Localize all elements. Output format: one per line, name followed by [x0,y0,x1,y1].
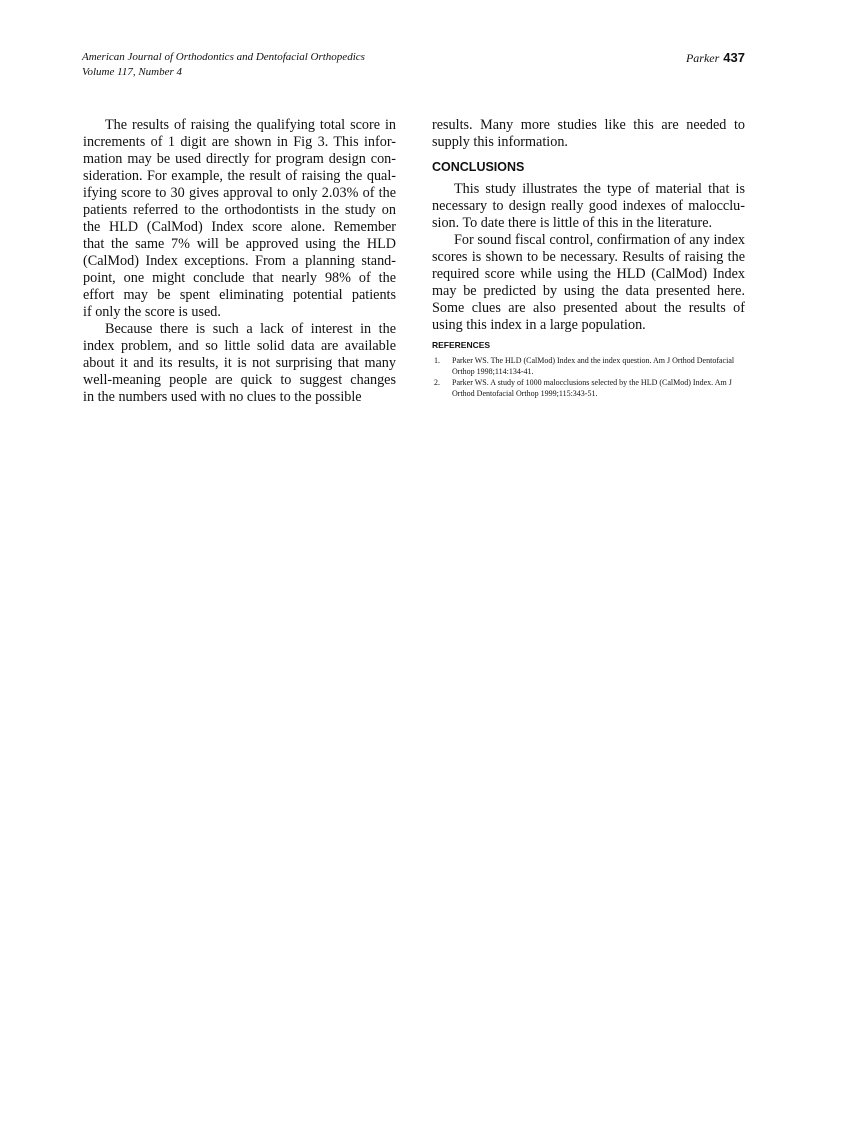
text-line: in the numbers used with no clues to the possible [83,389,362,405]
page-number: 437 [723,50,745,65]
reference-item [432,378,745,399]
text-line: patients referred to the orthodontists in the study on [83,202,396,218]
text-line: ifying score to 30 gives approval to only 2.03% of the [83,185,396,201]
text-line: required score while using the HLD (CalMod) Index [432,266,745,282]
text-line: well-meaning people are quick to suggest changes [83,372,396,388]
text-line: index problem, and so little solid data are available [83,338,396,354]
text-line: point, one might conclude that nearly 98% of the [83,270,396,286]
text-line: For sound fiscal control, confirmation of any index [454,232,745,248]
reference-text: Parker WS. A study of 1000 malocclusions selected by the HLD (CalMod) Index. Am J Orthod Dentofacial Orthop 1999;115:343-51. [452,378,732,398]
text-line: effort may be spent eliminating potential patients [83,287,396,303]
journal-volume: Volume 117, Number 4 [82,66,183,78]
references-heading: REFERENCES [432,340,491,350]
reference-text: Parker WS. The HLD (CalMod) Index and the index question. Am J Orthod Dentofacial Orthop 1998;114:134-41. [452,356,735,376]
text-line: (CalMod) Index exceptions. From a planning stand- [83,253,396,269]
reference-item [432,356,745,377]
text-line: This study illustrates the type of material that is [454,181,745,197]
text-line: using this index in a large population. [432,317,646,333]
text-line: increments of 1 digit are shown in Fig 3. This infor- [83,134,396,150]
text-line: supply this information. [432,134,568,150]
text-line: about it and its results, it is not surprising that many [83,355,396,371]
journal-title: American Journal of Orthodontics and Dentofacial Orthopedics [82,51,365,63]
text-line: Some clues are also presented about the results of [432,300,745,316]
text-line: results. Many more studies like this are needed to [432,117,745,133]
text-line: may be predicted by using the data presented here. [432,283,745,299]
text-line: The results of raising the qualifying total score in [105,117,396,133]
text-line: the HLD (CalMod) Index score alone. Remember [83,219,396,235]
conclusions-heading: CONCLUSIONS [432,160,525,174]
text-line: if only the score is used. [83,304,221,320]
text-line: that the same 7% will be approved using the HLD [83,236,396,252]
author-name: Parker [685,51,720,65]
reference-number: 2. [434,378,440,387]
text-line: Because there is such a lack of interest in the [105,321,396,337]
reference-number: 1. [434,356,440,365]
left-column [83,117,396,406]
text-line: sideration. For example, the result of raising the qual- [83,168,396,184]
right-column [432,117,745,400]
text-line: mation may be used directly for program design con- [83,151,396,167]
text-line: scores is shown to be necessary. Results of raising the [432,249,745,265]
running-head [686,50,745,66]
text-line: necessary to design really good indexes of malocclu- [432,198,745,214]
text-line: sion. To date there is little of this in the literature. [432,215,713,231]
